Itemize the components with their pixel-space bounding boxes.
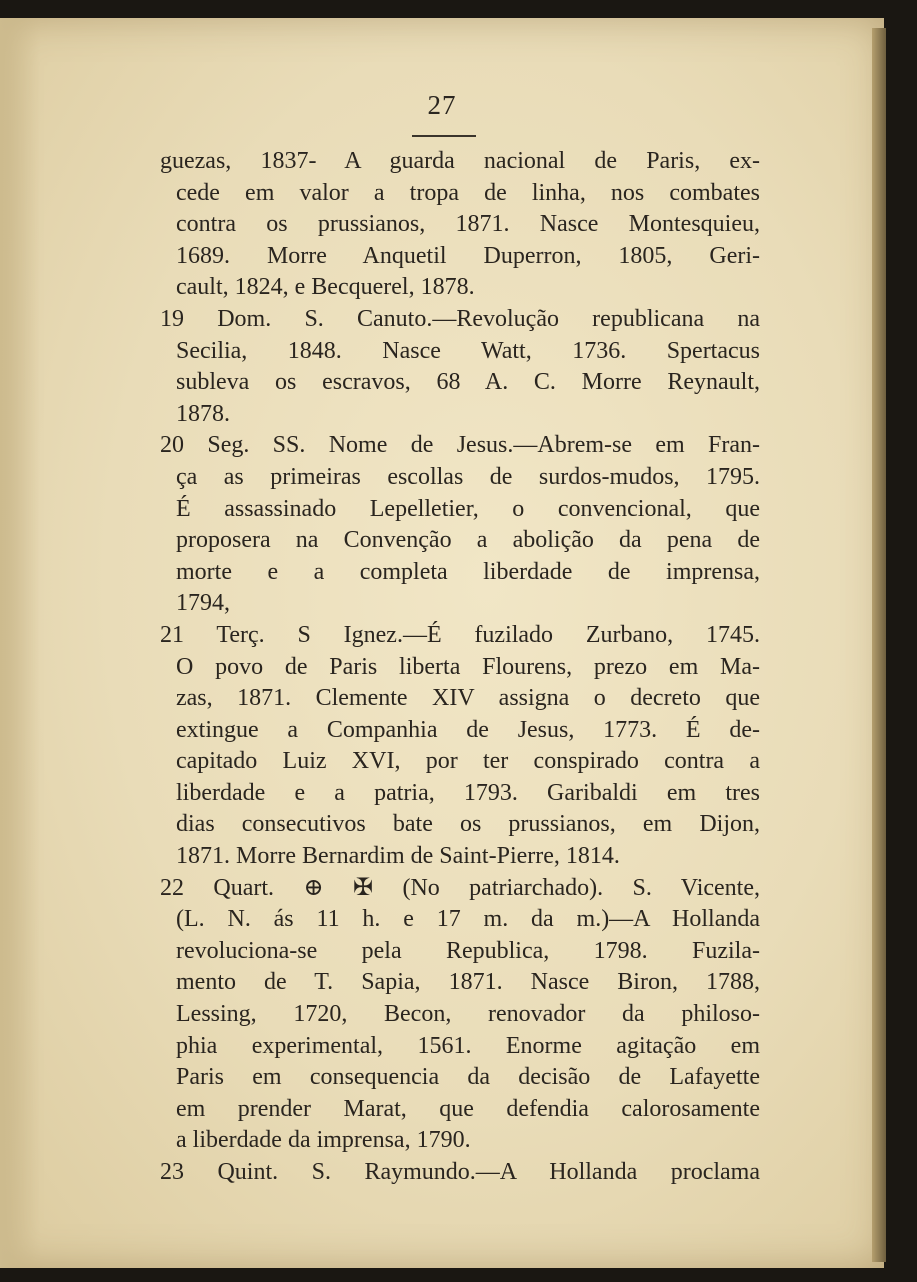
- text-line: em prender Marat, que defendia calorosamente: [176, 1095, 760, 1122]
- text-line: 23 Quint. S. Raymundo.—A Hollanda proclama: [160, 1159, 760, 1185]
- text-line: subleva os escravos, 68 A. C. Morre Reynault,: [176, 369, 760, 396]
- text-line: mento de T. Sapia, 1871. Nasce Biron, 1788,: [176, 969, 760, 996]
- entry-day-23: [160, 1157, 760, 1189]
- text-line: liberdade e a patria, 1793. Garibaldi em tres: [176, 779, 760, 806]
- text-line: 21 Terç. S Ignez.—É fuzilado Zurbano, 1745.: [160, 621, 760, 648]
- page-edge: [872, 28, 886, 1262]
- text-line: 1689. Morre Anquetil Duperron, 1805, Geri-: [176, 242, 760, 269]
- text-line: phia experimental, 1561. Enorme agitação em: [176, 1032, 760, 1059]
- text-line: ça as primeiras escollas de surdos-mudos, 1795.: [176, 463, 760, 490]
- text-line: Secilia, 1848. Nasce Watt, 1736. Spertacus: [176, 337, 760, 364]
- text-line: Paris em consequencia da decisão de Lafayette: [176, 1064, 760, 1091]
- text-line: (L. N. ás 11 h. e 17 m. da m.)—A Hollanda: [176, 906, 760, 933]
- text-line: 20 Seg. SS. Nome de Jesus.—Abrem-se em Fran-: [160, 432, 760, 459]
- text-line: 1871. Morre Bernardim de Saint-Pierre, 1814.: [176, 843, 620, 870]
- page-body: [160, 146, 760, 1189]
- entry-day-20: [160, 430, 760, 620]
- text-line: extingue a Companhia de Jesus, 1773. É de-: [176, 716, 760, 743]
- text-line: O povo de Paris liberta Flourens, prezo em Ma-: [176, 653, 760, 680]
- page-number: 27: [427, 90, 457, 120]
- text-line: 1878.: [176, 400, 230, 427]
- text-line: morte e a completa liberdade de imprensa,: [176, 558, 760, 585]
- entry-day-19: [160, 304, 760, 430]
- text-line: guezas, 1837- A guarda nacional de Paris, ex-: [160, 148, 760, 174]
- text-line: 22 Quart. ⊕ ✠ (No patriarchado). S. Vicente,: [160, 874, 760, 901]
- text-line: 1794,: [176, 590, 230, 617]
- text-line: cault, 1824, e Becquerel, 1878.: [176, 274, 475, 301]
- text-line: revoluciona-se pela Republica, 1798. Fuzila-: [176, 937, 760, 964]
- text-line: cede em valor a tropa de linha, nos combates: [176, 179, 760, 206]
- text-line: capitado Luiz XVI, por ter conspirado contra a: [176, 748, 760, 775]
- header-rule: [412, 135, 476, 137]
- text-line: dias consecutivos bate os prussianos, em Dijon,: [176, 811, 760, 838]
- entry-continuation: [160, 146, 760, 304]
- text-line: 19 Dom. S. Canuto.—Revolução republicana na: [160, 305, 760, 332]
- text-line: proposera na Convenção a abolição da pena de: [176, 527, 760, 554]
- text-line: Lessing, 1720, Becon, renovador da philoso-: [176, 1001, 760, 1028]
- page-gutter: [0, 18, 40, 1268]
- text-line: contra os prussianos, 1871. Nasce Montesquieu,: [176, 211, 760, 238]
- text-line: zas, 1871. Clemente XIV assigna o decreto que: [176, 685, 760, 712]
- entry-day-22: [160, 873, 760, 1157]
- entry-day-21: [160, 620, 760, 873]
- text-line: a liberdade da imprensa, 1790.: [176, 1127, 471, 1154]
- text-line: É assassinado Lepelletier, o convencional, que: [176, 495, 760, 522]
